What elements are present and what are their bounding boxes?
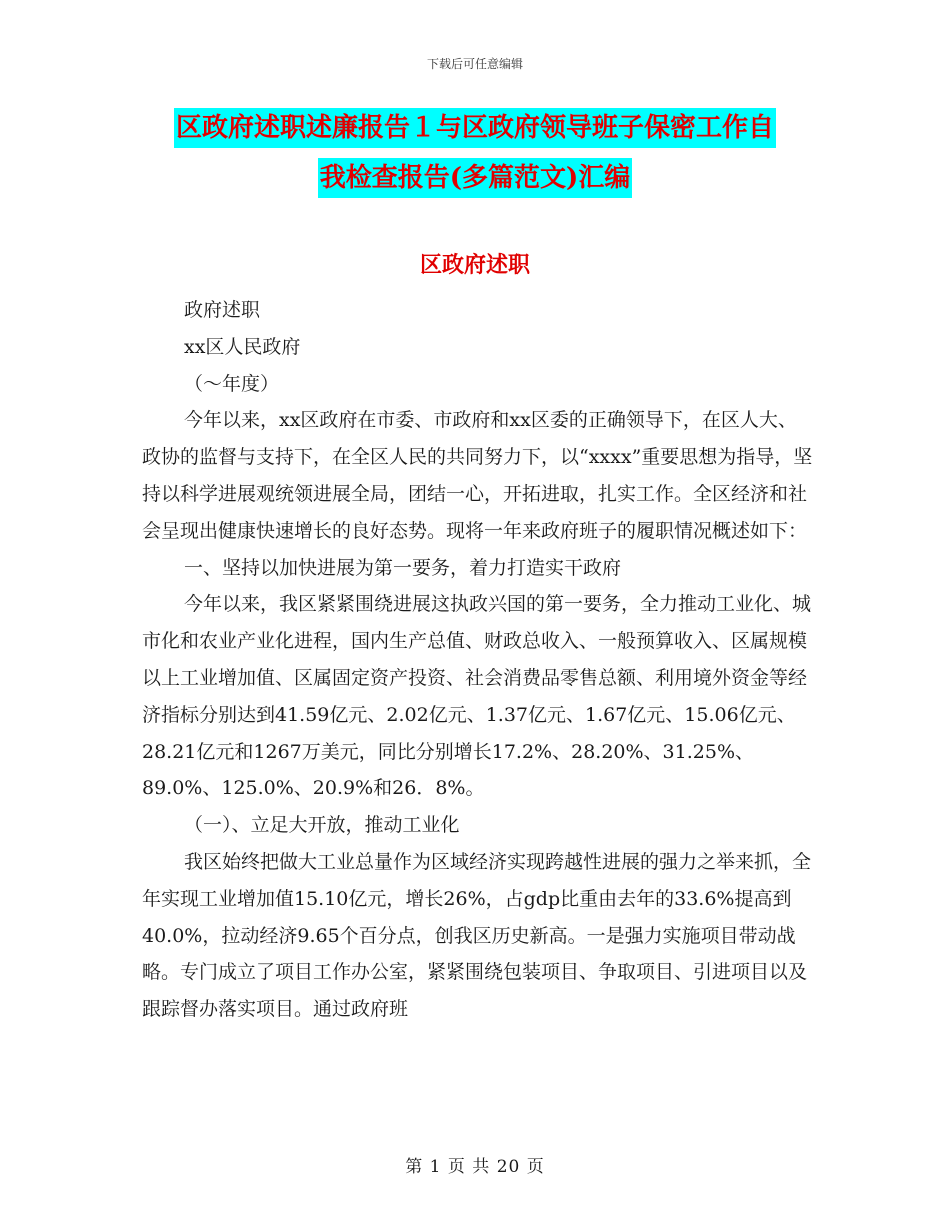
document-title-line-2: 我检查报告(多篇范文)汇编 <box>318 158 633 198</box>
paragraph-heading-1: 一、坚持以加快进展为第一要务，着力打造实干政府 <box>184 556 622 579</box>
paragraph-intro: 今年以来，xx区政府在市委、市政府和xx区委的正确领导下，在区人大、政协的监督与支持下，在全区人民的共同努力下，以“xxxx”重要思想为指导，坚持以科学进展观统领进展全局，团结一心，开拓进取，扎实工作。全区经济和社会呈现出健康快速增长的良好态势。现将一年来政府班子的履职情况概述如下： <box>142 409 813 542</box>
paragraph-economy: 今年以来，我区紧紧围绕进展这执政兴国的第一要务，全力推动工业化、城市化和农业产业化进程，国内生产总值、财政总收入、一般预算收入、区属规模以上工业增加值、区属固定资产投资、社会消费品零售总额、利用境外资金等经济指标分别达到41.59亿元、2.02亿元、1.37亿元、1.67亿元、15.06亿元、28.21亿元和1267万美元，同比分别增长17.2%、28.20%、31.25%、89.0%、125.0%、20.9%和26．8%。 <box>142 593 812 800</box>
document-title <box>0 108 950 208</box>
paragraph-issuer: xx区人民政府 <box>184 335 301 358</box>
paragraph-year: （～年度） <box>184 372 280 395</box>
paragraph-subheading-1: （一）、立足大开放，推动工业化 <box>184 814 460 837</box>
page-header-note: 下载后可任意编辑 <box>426 57 523 71</box>
paragraph-industry: 我区始终把做大工业总量作为区域经济实现跨越性进展的强力之举来抓，全年实现工业增加值15.10亿元，增长26%，占gdp比重由去年的33.6%提高到40.0%，拉动经济9.65个百分点，创我区历史新高。一是强力实施项目带动战略。专门成立了项目工作办公室，紧紧围绕包装项目、争取项目、引进项目以及跟踪督办落实项目。通过政府班 <box>142 850 812 1021</box>
document-title-line-1: 区政府述职述廉报告１与区政府领导班子保密工作自 <box>174 108 776 148</box>
document-body <box>142 292 814 1028</box>
page-footer-number: 第 1 页 共 20 页 <box>405 1157 545 1177</box>
section-heading: 区政府述职 <box>419 252 530 278</box>
paragraph-subtitle: 政府述职 <box>184 299 261 321</box>
